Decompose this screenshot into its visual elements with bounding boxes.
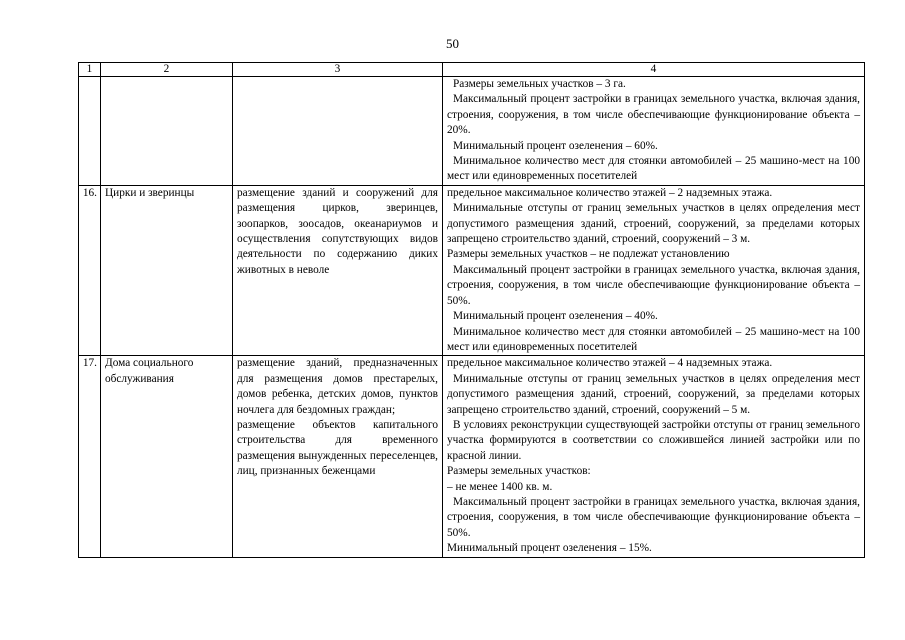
- use-type-name: Цирки и зверинцы: [101, 185, 233, 355]
- parameter-line: Минимальные отступы от границ земельных участков в целях определения мест допустимого размещения зданий, строений, сооружений, за пределами которых запрещено строительство зданий, строений, сооружений – 3 м.: [447, 202, 860, 246]
- parameter-line: Максимальный процент застройки в границах земельного участка, включая здания, строения, сооружения, в том числе обеспечивающие функционирование объекта – 50%.: [447, 495, 860, 539]
- parameter-line: Размеры земельных участков:: [447, 465, 591, 478]
- use-type-name: [101, 77, 233, 186]
- header-cell: 2: [101, 63, 233, 77]
- use-type-description: [233, 77, 443, 186]
- parameter-line: Максимальный процент застройки в границах земельного участка, включая здания, строения, сооружения, в том числе обеспечивающие функционирование объекта – 20%.: [447, 93, 860, 137]
- table-header-row: [79, 63, 865, 77]
- use-type-name: Дома социального обслуживания: [101, 356, 233, 557]
- row-number: 16.: [79, 185, 101, 355]
- parameter-line: Минимальный процент озеленения – 60%.: [453, 139, 658, 152]
- table-row: [79, 185, 865, 355]
- table-row: [79, 77, 865, 186]
- description-paragraph: размещение зданий, предназначенных для размещения домов престарелых, домов ребенка, детских домов, пунктов ночлега для бездомных граждан;: [237, 357, 438, 416]
- parameter-line: Минимальные отступы от границ земельных участков в целях определения мест допустимого размещения зданий, строений, сооружений, за пределами которых запрещено строительство зданий, строений, сооружений – 5 м.: [447, 372, 860, 416]
- regulation-parameters: [443, 185, 865, 355]
- header-cell: 1: [79, 63, 101, 77]
- parameter-line: – не менее 1400 кв. м.: [447, 480, 553, 493]
- header-cell: 3: [233, 63, 443, 77]
- use-type-description: [233, 356, 443, 557]
- parameter-line: Минимальное количество мест для стоянки автомобилей – 25 машино-мест на 100 мест или единовременных посетителей: [447, 325, 860, 353]
- regulation-parameters: [443, 356, 865, 557]
- parameter-line: Минимальное количество мест для стоянки автомобилей – 25 машино-мест на 100 мест или единовременных посетителей: [447, 155, 860, 183]
- zoning-regulations-table: [78, 62, 865, 558]
- page-number: 50: [446, 36, 459, 51]
- row-number: [79, 77, 101, 186]
- parameter-line: Минимальный процент озеленения – 40%.: [453, 310, 658, 323]
- header-cell: 4: [443, 63, 865, 77]
- parameter-line: предельное максимальное количество этажей – 4 надземных этажа.: [447, 357, 773, 370]
- parameter-line: Максимальный процент застройки в границах земельного участка, включая здания, строения, сооружения, в том числе обеспечивающие функционирование объекта – 50%.: [447, 263, 860, 307]
- parameter-line: В условиях реконструкции существующей застройки отступы от границ земельного участка формируются в соответствии со сложившейся линией застройки или по красной линии.: [447, 418, 860, 462]
- parameter-line: предельное максимальное количество этажей – 2 надземных этажа.: [447, 186, 773, 199]
- use-type-description: размещение зданий и сооружений для размещения цирков, зверинцев, зоопарков, зоосадов, океанариумов и осуществления сопутствующих видов деятельности по содержанию диких животных в неволе: [233, 185, 443, 355]
- parameter-line: Минимальный процент озеленения – 15%.: [447, 542, 652, 555]
- regulation-parameters: [443, 77, 865, 186]
- description-paragraph: размещение объектов капитального строительства для временного размещения вынужденных переселенцев, лиц, признанных беженцами: [237, 418, 438, 478]
- table-row: [79, 356, 865, 557]
- parameter-line: Размеры земельных участков – 3 га.: [453, 78, 626, 90]
- row-number: 17.: [79, 356, 101, 557]
- parameter-line: Размеры земельных участков – не подлежат установлению: [447, 248, 730, 261]
